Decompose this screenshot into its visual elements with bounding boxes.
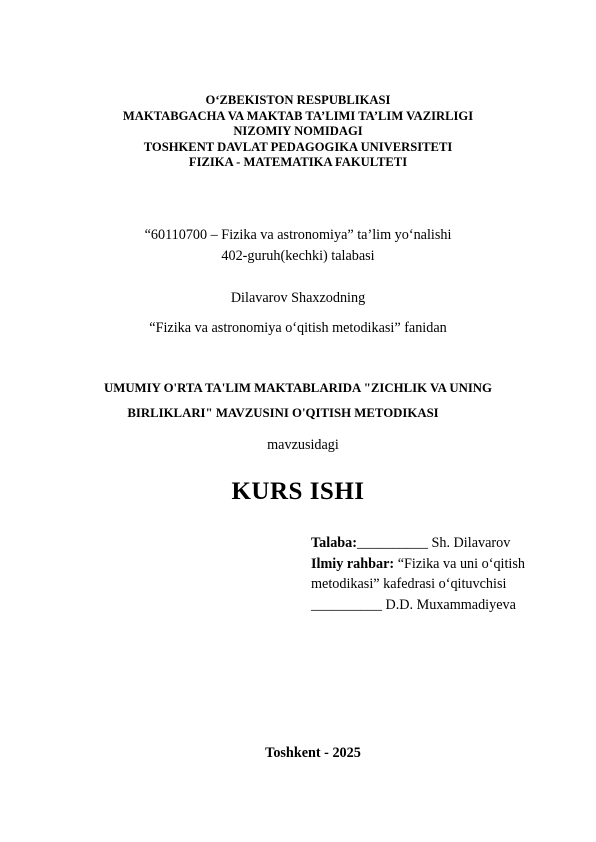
- header-line-faculty: FIZIKA - MATEMATIKA FAKULTETI: [188, 155, 408, 169]
- supervisor-name-line: __________ D.D. Muxammadiyeva: [311, 597, 516, 613]
- supervisor-signature-line: [311, 556, 525, 573]
- program-line: “60110700 – Fizika va astronomiya” ta’lim yo‘nalishi: [144, 227, 452, 243]
- supervisor-department-line: metodikasi” kafedrasi o‘qituvchisi: [311, 576, 507, 592]
- header-line-university: TOSHKENT DAVLAT PEDAGOGIKA UNIVERSITETI: [143, 140, 453, 154]
- subject-line: “Fizika va astronomiya o‘qitish metodikasi” fanidan: [149, 320, 447, 336]
- header-line-named-after: NIZOMIY NOMIDAGI: [233, 124, 363, 138]
- header-line-country: O‘ZBEKISTON RESPUBLIKASI: [205, 93, 391, 107]
- student-signature-value: __________ Sh. Dilavarov: [357, 535, 511, 551]
- group-line: 402-guruh(kechki) talabasi: [221, 248, 375, 264]
- document-title: KURS ISHI: [231, 478, 365, 505]
- topic-line-1: UMUMIY O'RTA TA'LIM MAKTABLARIDA "ZICHLIK VA UNING: [104, 381, 492, 395]
- supervisor-label: Ilmiy rahbar:: [311, 556, 395, 572]
- student-label: Talaba:: [311, 535, 357, 551]
- student-signature-line: [311, 535, 510, 552]
- footer-city-year: Toshkent - 2025: [265, 745, 361, 761]
- topic-line-2: BIRLIKLARI" MAVZUSINI O'QITISH METODIKASI: [127, 406, 439, 420]
- header-line-ministry: MAKTABGACHA VA MAKTAB TA’LIMI TA’LIM VAZIRLIGI: [122, 109, 474, 123]
- supervisor-signature-value: “Fizika va uni o‘qitish: [394, 556, 525, 572]
- student-name-line: Dilavarov Shaxzodning: [230, 290, 366, 306]
- topic-suffix: mavzusidagi: [267, 437, 339, 453]
